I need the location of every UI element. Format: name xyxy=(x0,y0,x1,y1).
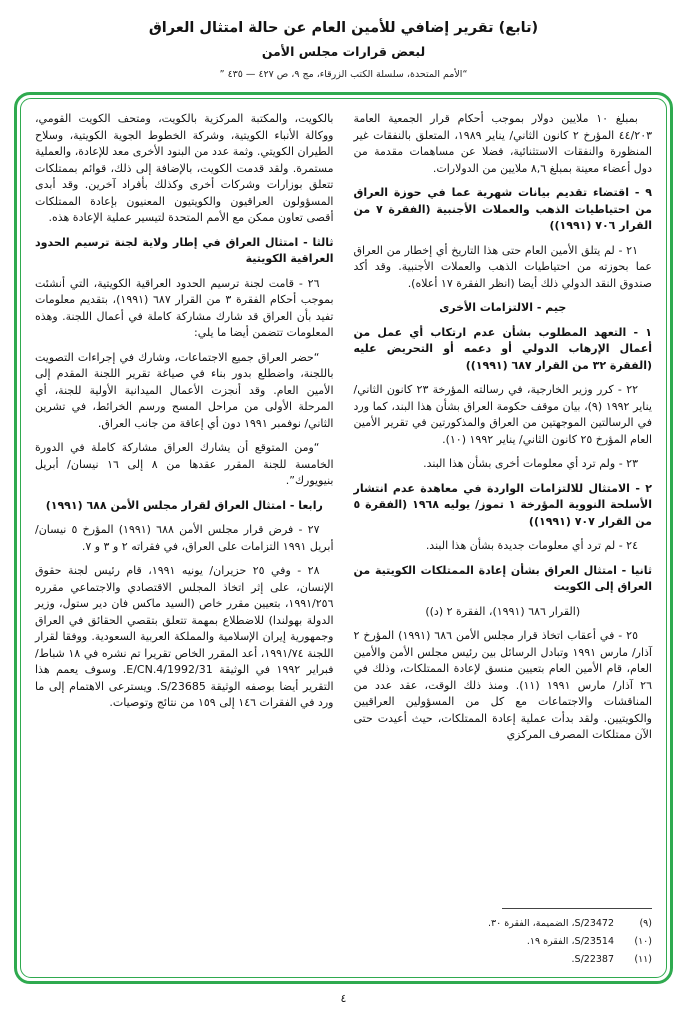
section-heading-rabian: رابعا - امتثال العراق لقرار مجلس الأمن ٦٨٨ (١٩٩١) xyxy=(45,498,323,512)
quoted-paragraph: “ومن المتوقع أن يشارك العراق مشاركة كاملة في الدورة الخامسة للجنة المقرر عقدها من ٨ إلى ١٦ نيسان/ أبريل بنيويورك”. xyxy=(35,441,334,487)
footnotes xyxy=(354,902,653,967)
two-column-body xyxy=(35,111,652,967)
section-heading-jeem: جيم - الالتزامات الأخرى xyxy=(439,301,567,314)
footnote-separator xyxy=(502,908,652,909)
footnote-9 xyxy=(354,916,653,931)
column-right xyxy=(354,111,653,967)
section-heading-thalithan: ثالثا - امتثال العراق في إطار ولاية لجنة ترسيم الحدود العراقية الكويتية xyxy=(35,235,334,265)
paragraph-25: ٢٥ - في أعقاب اتخاذ قرار مجلس الأمن ٦٨٦ (١٩٩١) المؤرخ ٢ آذار/ مارس ١٩٩١ وتبادل الرسائل بين رئيس مجلس الأمن والأمين العام، قام الأمين العام بتعيين منسق لإعادة الممتلكات، وذلك في ٢٦ آذار/ مارس ١٩٩١ (١١). ومنذ ذلك الوقت، عقد عدد من المناقشات والاجتماعات مع كل من المسؤولين العراقيين والكويتيين. ولقد بدأت عملية إعادة الممتلكات، حيث أعيدت حتى الآن ممتلكات المصرف المركزي xyxy=(353,629,652,741)
paragraph-26: ٢٦ - قامت لجنة ترسيم الحدود العراقية الكويتية، التي أنشئت بموجب أحكام الفقرة ٣ من القرار ٦٨٧ (١٩٩١)، بتقديم معلومات تفيد بأن العراق قد شارك مشاركة كاملة في أعمال اللجنة. وهذه المعلومات تتضمن أيضا ما يلي: xyxy=(35,276,334,339)
quoted-paragraph: “حضر العراق جميع الاجتماعات، وشارك في إجراءات التصويت باللجنة، واضطلع بدور بناء في صياغة تقرير اللجنة المقدم إلى الأمين العام. وقد أنجزت الأعمال الميدانية الأولية للجنة، أي المرحلة الأولى من مراحل المسح ورسم الخرائط، في تشرين الثاني/ نوفمبر ١٩٩١ دون أي إعاقة من جانب العراق. xyxy=(35,350,334,430)
page-number: ٤ xyxy=(340,992,347,1005)
paragraph-22: ٢٢ - كرر وزير الخارجية، في رسالته المؤرخة ٢٣ كانون الثاني/ يناير ١٩٩٢ (٩)، بيان موقف حكومة العراق بشأن هذا البند، كما ورد في الرسالتين الموجهتين من العراق والمذكورتين في تقرير الأمين العام المؤرخ ٢٥ كانون الثاني/ يناير ١٩٩٢ (١٠). xyxy=(353,383,652,446)
footnote-text: S/22387. xyxy=(571,954,614,965)
section-heading-1: ١ - التعهد المطلوب بشأن عدم ارتكاب أي عمل من أعمال الإرهاب الدولي أو دعمه أو التحريض عليه (الفقرة ٣٢ من القرار ٦٨٧ (١٩٩١)) xyxy=(353,325,652,372)
column-left xyxy=(35,111,334,967)
paragraph-21: ٢١ - لم يتلق الأمين العام حتى هذا التاريخ أي إخطار من العراق عما بحوزته من احتياطيات الذهب والعملات الأجنبية. وقد أكد صندوق النقد الدولي ذلك أيضا (انظر الفقرة ١٧ أعلاه). xyxy=(353,243,652,290)
section-heading-thaniyan: ثانيا - امتثال العراق بشأن إعادة الممتلكات الكويتية من العراق إلى الكويت xyxy=(353,563,652,593)
paragraph-24: ٢٤ - لم ترد أي معلومات جديدة بشأن هذا البند. xyxy=(425,539,638,552)
footnote-10 xyxy=(354,934,653,949)
document-header xyxy=(10,20,677,80)
resolution-reference: (القرار ٦٨٦ (١٩٩١)، الفقرة ٢ (د)) xyxy=(425,604,581,618)
paragraph-28: ٢٨ - وفي ٢٥ حزيران/ يونيه ١٩٩١، قام رئيس لجنة حقوق الإنسان، على إثر اتخاذ المجلس الاقتصادي والاجتماعي مقرره ١٩٩١/٢٥٦، بتعيين مقرر خاص (السيد ماكس فان دير ستول، وزير الدولة بهولندا) للاضطلاع بمهمة تتعلق بتقصي الحقائق في العراق وجمهورية إيران الإسلامية والمملكة العربية السعودية. ووفقا لقرار اللجنة ١٩٩١/٧٤، أعد المقرر الخاص تقريرا تم نشره في ١٨ شباط/ فبراير ١٩٩٢ في الوثيقة E/CN.4/1992/31. وسوف يعمم هذا التقرير أيضا بوصفه الوثيقة S/23685. ويسترعى الاهتمام إلى ما ورد في الفقرات ١٤٦ إلى ١٥٩ من نتائج وتوصيات. xyxy=(35,564,334,709)
page-frame xyxy=(14,92,673,984)
paragraph-27: ٢٧ - فرض قرار مجلس الأمن ٦٨٨ (١٩٩١) المؤرخ ٥ نيسان/ أبريل ١٩٩١ التزامات على العراق، في فقراته ٢ و ٣ و ٧. xyxy=(35,523,334,553)
document-subtitle: لبعض قرارات مجلس الأمن xyxy=(261,44,426,59)
footnote-marker: (٩) xyxy=(639,918,652,929)
paragraph-continuation: بالكويت، والمكتبة المركزية بالكويت، ومتحف الكويت القومي، ووكالة الأنباء الكويتية، وشركة الخطوط الجوية الكويتية، وسلاح الطيران الكويتي. وثمة عدد من البنود الأخرى معد للإعادة، والعملية مستمرة. ولقد قدمت الكويت، بالإضافة إلى ذلك، قوائم بممتلكات تتعلق بوزارات وشركات أخرى وكذلك بأفراد آخرين. وقد أبدى المسؤولون العراقيون والكويتيون المعنيون بإعادة الممتلكات أقصى تعاون ممكن مع الأمم المتحدة لتيسير عملية الإعادة هذه. xyxy=(35,112,334,224)
footnote-11 xyxy=(354,952,653,967)
paragraph-23: ٢٣ - ولم ترد أي معلومات أخرى بشأن هذا البند. xyxy=(423,457,638,470)
footnote-text: S/23514، الفقرة ١٩. xyxy=(526,936,614,947)
source-citation: “الأمم المتحدة، سلسلة الكتب الزرقاء، مج ٩، ص ٤٢٧ — ٤٣٥ ” xyxy=(219,69,468,80)
paragraph-continuation: بمبلغ ١٠ ملايين دولار بموجب أحكام قرار الجمعية العامة ٤٤/٢٠٣ المؤرخ ٢ كانون الثاني/ يناير ١٩٨٩، المتعلق بالنفقات غير المنظورة والنفقات الاستثنائية، فضلا عن مساهمات مقدمة من دول أعضاء معينة بمبلغ ٨,٦ ملايين من الدولارات. xyxy=(353,112,653,175)
footnote-text: S/23472، الضميمة، الفقرة ٣٠. xyxy=(488,918,614,929)
document-title: (تابع) تقرير إضافي للأمين العام عن حالة امتثال العراق xyxy=(148,20,539,36)
footnote-marker: (١٠) xyxy=(634,936,652,947)
page-frame-inner xyxy=(20,98,667,978)
section-heading-2: ٢ - الامتثال للالتزامات الواردة في معاهدة عدم انتشار الأسلحة النووية المؤرخة ١ تموز/ يوليه ١٩٦٨ (الفقرة ٥ من القرار ٧٠٧ (١٩٩١)) xyxy=(353,481,653,528)
section-heading-9: ٩ - اقتضاء تقديم بيانات شهرية عما في حوزة العراق من احتياطيات الذهب والعملات الأجنبية (الفقرة ٧ من القرار ٧٠٦ (١٩٩١)) xyxy=(353,186,652,232)
footnote-marker: (١١) xyxy=(634,954,652,965)
